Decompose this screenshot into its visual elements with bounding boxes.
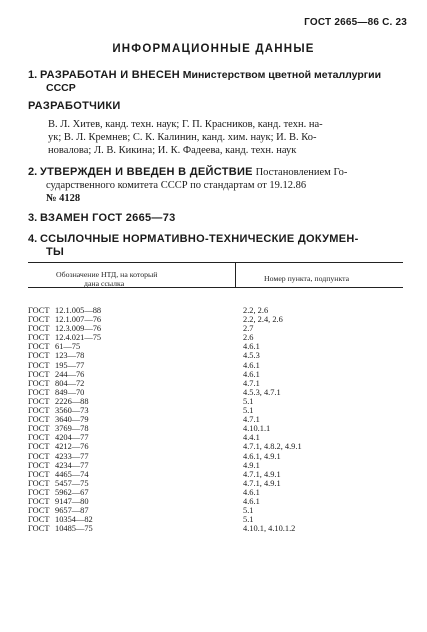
table-row [28, 470, 403, 479]
row-gost-label: ГОСТ [28, 406, 50, 416]
row-gost-label: ГОСТ [28, 369, 50, 379]
section-4-heading-line2: ТЫ [46, 246, 65, 258]
table-row [28, 333, 403, 342]
row-clause-numbers: 4.7.1 [243, 415, 260, 425]
table-row [28, 406, 403, 415]
section-2 [28, 166, 403, 179]
row-gost-label: ГОСТ [28, 415, 50, 425]
table-row [28, 379, 403, 388]
row-clause-numbers: 5.1 [243, 515, 254, 525]
row-document-number: 4204—77 [55, 433, 89, 443]
section-2-heading: УТВЕРЖДЕН И ВВЕДЕН В ДЕЙСТВИЕ [39, 166, 253, 178]
row-document-number: 2226—88 [55, 396, 89, 406]
table-row [28, 424, 403, 433]
row-document-number: 12.4.021—75 [55, 333, 102, 343]
table-header-col1-line1: Обозначение НТД, на который [56, 270, 158, 279]
row-gost-label: ГОСТ [28, 496, 50, 506]
section-2-text-line1: Постановлением Го- [255, 167, 348, 178]
table-row [28, 342, 403, 351]
row-clause-numbers: 4.9.1 [243, 460, 260, 470]
table-body [28, 306, 403, 533]
table-row [28, 452, 403, 461]
row-document-number: 804—72 [55, 378, 85, 388]
row-document-number: 9147—80 [55, 496, 89, 506]
section-2-number: 2. [28, 166, 38, 178]
table-row [28, 461, 403, 470]
table-row [28, 306, 403, 315]
page-title: ИНФОРМАЦИОННЫЕ ДАННЫЕ [112, 43, 315, 55]
row-document-number: 9657—87 [55, 506, 89, 516]
row-document-number: 12.1.007—76 [55, 315, 102, 325]
row-gost-label: ГОСТ [28, 524, 50, 534]
table-row [28, 515, 403, 524]
section-1-number: 1. [28, 69, 38, 81]
section-3-number: 3. [28, 212, 38, 224]
section-3-heading: ВЗАМЕН ГОСТ 2665—73 [39, 212, 176, 224]
section-2-text-line2: сударственного комитета СССР по стандартам от 19.12.86 [46, 180, 307, 191]
row-clause-numbers: 4.7.1 [243, 378, 260, 388]
table-row [28, 361, 403, 370]
section-1-text: Министерством цветной металлургии [182, 69, 382, 81]
table-row [28, 433, 403, 442]
row-clause-numbers: 4.6.1 [243, 342, 260, 352]
row-clause-numbers: 2.6 [243, 333, 254, 343]
row-gost-label: ГОСТ [28, 433, 50, 443]
row-document-number: 4233—77 [55, 451, 89, 461]
section-1-text-line2: СССР [46, 82, 76, 94]
table-row [28, 488, 403, 497]
table-row [28, 324, 403, 333]
row-document-number: 4465—74 [55, 469, 89, 479]
row-document-number: 61—75 [55, 342, 81, 352]
row-clause-numbers: 4.5.3 [243, 351, 260, 361]
row-clause-numbers: 2.2, 2.6 [243, 306, 269, 315]
row-document-number: 195—77 [55, 360, 85, 370]
developers-line-1: В. Л. Хитев, канд. техн. наук; Г. П. Красников, канд. техн. на- [48, 119, 323, 130]
row-clause-numbers: 2.7 [243, 324, 254, 334]
table-row [28, 442, 403, 451]
row-gost-label: ГОСТ [28, 342, 50, 352]
row-clause-numbers: 4.6.1 [243, 360, 260, 370]
developers-line-3: новалова; Л. В. Кикина; И. К. Фадеева, канд. техн. наук [48, 145, 297, 156]
section-1-heading: РАЗРАБОТАН И ВНЕСЕН [39, 69, 181, 81]
row-clause-numbers: 4.6.1 [243, 496, 260, 506]
row-gost-label: ГОСТ [28, 315, 50, 325]
row-clause-numbers: 4.5.3, 4.7.1 [243, 387, 281, 397]
row-document-number: 12.3.009—76 [55, 324, 102, 334]
row-gost-label: ГОСТ [28, 469, 50, 479]
row-document-number: 3560—73 [55, 406, 89, 416]
table-top-rule [28, 262, 403, 263]
row-document-number: 4212—76 [55, 442, 89, 452]
table-header-col1-line2: дана ссылка [84, 279, 125, 288]
row-clause-numbers: 2.2, 2.4, 2.6 [243, 315, 283, 325]
table-row [28, 397, 403, 406]
row-clause-numbers: 4.7.1, 4.9.1 [243, 478, 281, 488]
row-gost-label: ГОСТ [28, 424, 50, 434]
row-gost-label: ГОСТ [28, 451, 50, 461]
row-document-number: 849—70 [55, 387, 85, 397]
table-header-rule [28, 287, 403, 288]
section-4 [28, 233, 403, 246]
row-clause-numbers: 4.6.1 [243, 369, 260, 379]
row-clause-numbers: 4.4.1 [243, 433, 260, 443]
developers-heading: РАЗРАБОТЧИКИ [28, 100, 121, 112]
section-4-number: 4. [28, 233, 38, 245]
row-clause-numbers: 4.6.1, 4.9.1 [243, 451, 281, 461]
row-gost-label: ГОСТ [28, 506, 50, 516]
row-gost-label: ГОСТ [28, 460, 50, 470]
table-header-col2: Номер пункта, подпункта [264, 274, 350, 283]
section-1 [28, 69, 403, 82]
table-row [28, 524, 403, 533]
row-gost-label: ГОСТ [28, 387, 50, 397]
row-document-number: 10354—82 [55, 515, 93, 525]
table-row [28, 497, 403, 506]
row-document-number: 244—76 [55, 369, 85, 379]
row-gost-label: ГОСТ [28, 487, 50, 497]
section-4-heading: ССЫЛОЧНЫЕ НОРМАТИВНО-ТЕХНИЧЕСКИЕ ДОКУМЕН- [39, 233, 359, 245]
page-header-code: ГОСТ 2665—86 С. 23 [304, 17, 407, 28]
table-row [28, 506, 403, 515]
row-clause-numbers: 5.1 [243, 506, 254, 516]
table-row [28, 370, 403, 379]
row-gost-label: ГОСТ [28, 378, 50, 388]
row-gost-label: ГОСТ [28, 324, 50, 334]
row-document-number: 123—78 [55, 351, 85, 361]
row-document-number: 4234—77 [55, 460, 89, 470]
row-clause-numbers: 4.6.1 [243, 487, 260, 497]
row-gost-label: ГОСТ [28, 478, 50, 488]
table-row [28, 388, 403, 397]
row-document-number: 5962—67 [55, 487, 89, 497]
table-row [28, 479, 403, 488]
row-gost-label: ГОСТ [28, 306, 50, 315]
row-clause-numbers: 4.10.1, 4.10.1.2 [243, 524, 296, 534]
row-clause-numbers: 5.1 [243, 396, 254, 406]
row-gost-label: ГОСТ [28, 351, 50, 361]
table-row [28, 315, 403, 324]
section-3 [28, 212, 403, 225]
row-gost-label: ГОСТ [28, 442, 50, 452]
row-gost-label: ГОСТ [28, 360, 50, 370]
row-clause-numbers: 5.1 [243, 406, 254, 416]
row-gost-label: ГОСТ [28, 333, 50, 343]
row-clause-numbers: 4.10.1.1 [243, 424, 271, 434]
section-1-continuation [46, 82, 421, 95]
table-column-divider [235, 262, 236, 287]
table-row [28, 415, 403, 424]
table-row [28, 351, 403, 360]
developers-line-2: ук; В. Л. Кремнев; С. К. Калинин, канд. хим. наук; И. В. Ко- [48, 132, 317, 143]
row-document-number: 3640—79 [55, 415, 89, 425]
row-document-number: 5457—75 [55, 478, 89, 488]
row-clause-numbers: 4.7.1, 4.8.2, 4.9.1 [243, 442, 302, 452]
section-2-text-line3: № 4128 [46, 193, 81, 204]
row-gost-label: ГОСТ [28, 515, 50, 525]
row-document-number: 12.1.005—88 [55, 306, 102, 315]
row-gost-label: ГОСТ [28, 396, 50, 406]
row-clause-numbers: 4.7.1, 4.9.1 [243, 469, 281, 479]
row-document-number: 3769—78 [55, 424, 89, 434]
row-document-number: 10485—75 [55, 524, 93, 534]
